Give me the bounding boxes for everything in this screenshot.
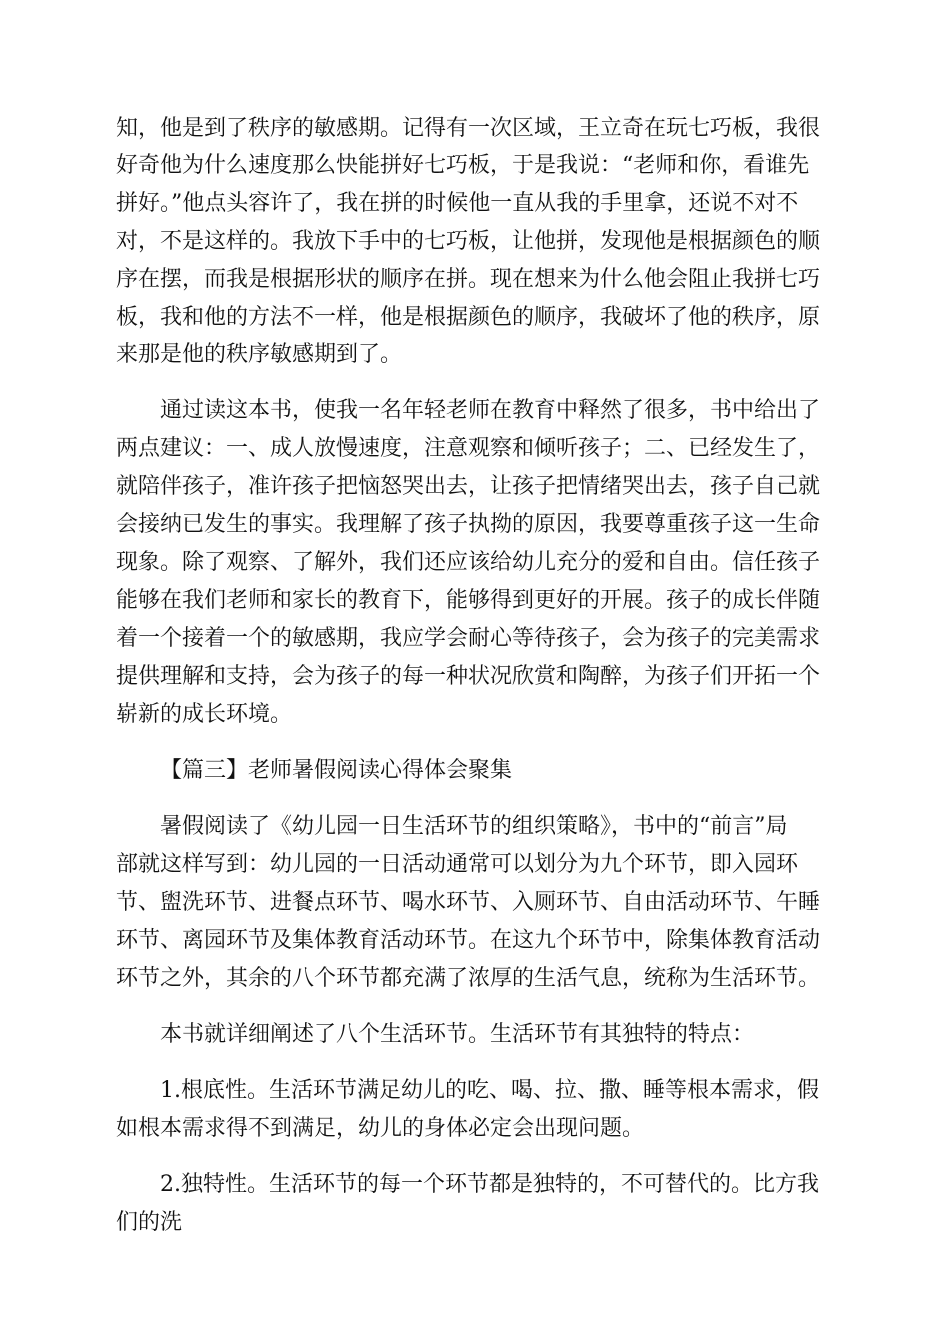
text-line: 部就这样写到：幼儿园的一日活动通常可以划分为九个环节，即入园环 bbox=[116, 852, 799, 877]
list-item-text: 如根本需求得不到满足，幼儿的身体必定会出现问题。 bbox=[116, 1116, 645, 1141]
text-line: 暑假阅读了《幼儿园一日生活环节的组织策略》，书中的“前言”局 bbox=[160, 814, 788, 839]
text-line: 环节、离园环节及集体教育活动环节。在这九个环节中，除集体教育活动 bbox=[116, 928, 821, 953]
text-line: 对，不是这样的。我放下手中的七巧板，让他拼，发现他是根据颜色的顺 bbox=[116, 229, 821, 254]
text-line: 崭新的成长环境。 bbox=[116, 702, 293, 727]
section-heading: 【篇三】老师暑假阅读心得体会聚集 bbox=[160, 758, 513, 783]
list-item-text: 们的洗 bbox=[116, 1210, 183, 1235]
text-line: 好奇他为什么速度那么快能拼好七巧板，于是我说：“老师和你，看谁先 bbox=[116, 153, 810, 178]
text-line: 知，他是到了秩序的敏感期。记得有一次区域，王立奇在玩七巧板，我很 bbox=[116, 116, 821, 141]
text-line: 能够在我们老师和家长的教育下，能够得到更好的开展。孩子的成长伴随 bbox=[116, 588, 821, 613]
list-item-text: 2.独特性。生活环节的每一个环节都是独特的，不可替代的。比方我 bbox=[160, 1172, 819, 1197]
text-line: 通过读这本书，使我一名年轻老师在教育中释然了很多，书中给出了 bbox=[160, 398, 821, 423]
text-line: 来那是他的秩序敏感期到了。 bbox=[116, 342, 403, 367]
text-line: 就陪伴孩子，准许孩子把恼怒哭出去，让孩子把情绪哭出去，孩子自己就 bbox=[116, 474, 821, 499]
text-line: 拼好。”他点头容许了，我在拼的时候他一直从我的手里拿，还说不对不 bbox=[116, 191, 799, 216]
list-item-text: 1.根底性。生活环节满足幼儿的吃、喝、拉、撒、睡等根本需求，假 bbox=[160, 1078, 819, 1103]
text-line: 本书就详细阐述了八个生活环节。生活环节有其独特的特点： bbox=[160, 1022, 755, 1047]
text-line: 提供理解和支持，会为孩子的每一种状况欣赏和陶醉，为孩子们开拓一个 bbox=[116, 664, 821, 689]
text-line: 现象。除了观察、了解外，我们还应该给幼儿充分的爱和自由。信任孩子 bbox=[116, 550, 821, 575]
text-line: 序在摆，而我是根据形状的顺序在拼。现在想来为什么他会阻止我拼七巧 bbox=[116, 267, 821, 292]
text-line: 两点建议：一、成人放慢速度，注意观察和倾听孩子；二、已经发生了， bbox=[116, 436, 821, 461]
text-line: 节、盥洗环节、进餐点环节、喝水环节、入厕环节、自由活动环节、午睡 bbox=[116, 890, 821, 915]
text-line: 着一个接着一个的敏感期，我应学会耐心等待孩子，会为孩子的完美需求 bbox=[116, 626, 821, 651]
text-line: 板，我和他的方法不一样，他是根据颜色的顺序，我破坏了他的秩序，原 bbox=[116, 305, 821, 330]
text-line: 环节之外，其余的八个环节都充满了浓厚的生活气息，统称为生活环节。 bbox=[116, 966, 821, 991]
text-line: 会接纳已发生的事实。我理解了孩子执拗的原因，我要尊重孩子这一生命 bbox=[116, 512, 821, 537]
